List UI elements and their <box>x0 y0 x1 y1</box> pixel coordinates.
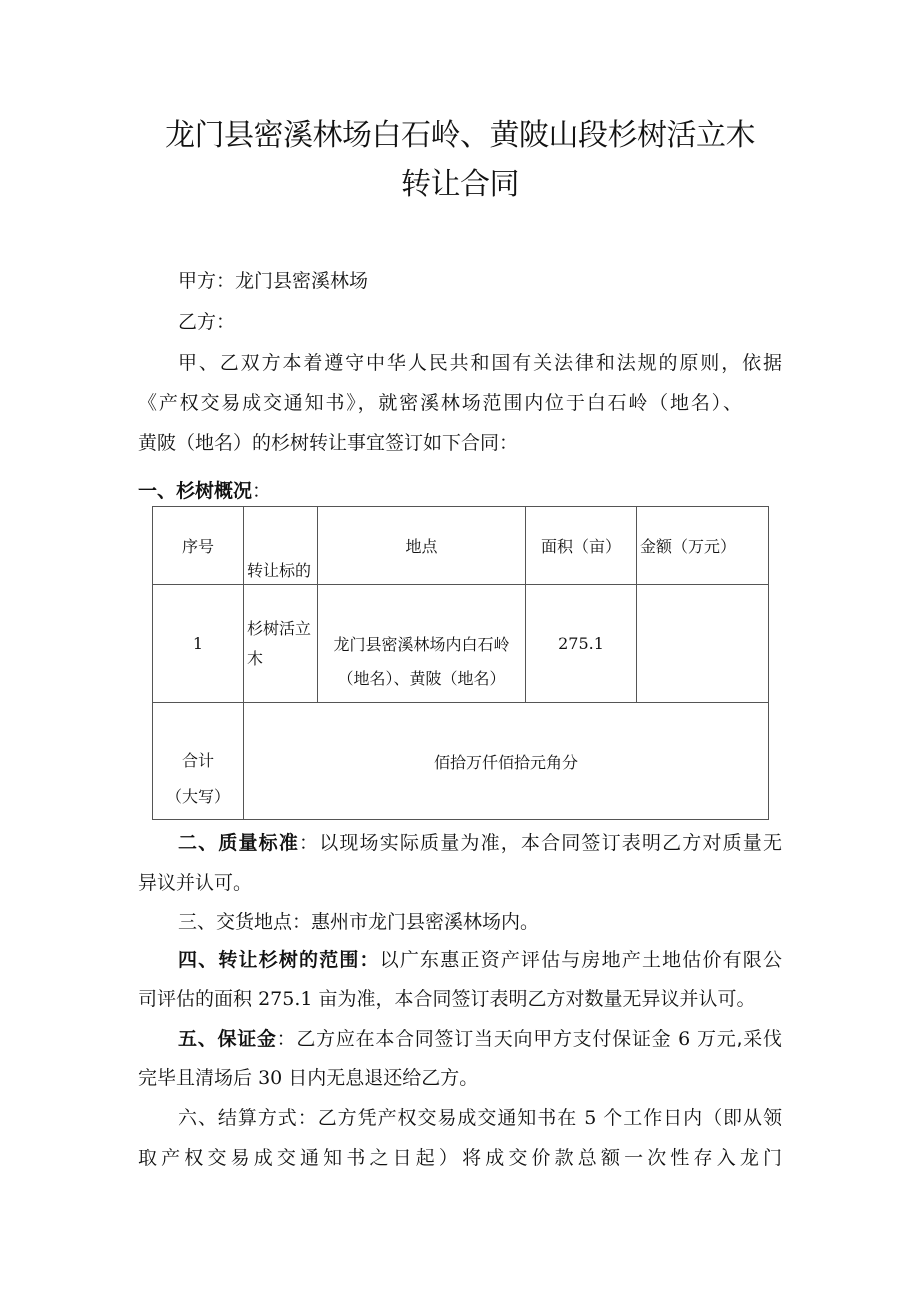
row-subject: 杉树活立木 <box>244 585 318 703</box>
section2-line1 <box>178 834 782 853</box>
section4-text-line1: 以广东惠正资产评估与房地产土地估价有限公 <box>379 949 782 971</box>
section4-heading: 四、转让杉树的范围： <box>178 949 380 971</box>
section4-line2 <box>138 990 756 1009</box>
header-index: 序号 <box>153 507 244 585</box>
section2-heading: 二、质量标准 <box>178 832 300 854</box>
total-value: 佰拾万仟佰拾元角分 <box>244 703 769 820</box>
section4-line1 <box>178 951 782 970</box>
row-amount <box>637 585 769 703</box>
section5-text-line1-b: 万元,采伐 <box>697 1028 782 1050</box>
section6-text-line1-a: 六、结算方式：乙方凭产权交易成交通知书在 <box>178 1107 578 1129</box>
section6-text-line2: 取产权交易成交通知书之日起）将成交价款总额一次性存入龙门 <box>138 1147 782 1169</box>
header-subject: 转让标的 <box>244 507 318 585</box>
total-label-line1: 合计 <box>181 751 214 770</box>
section6-workdays-value: 5 <box>584 1107 597 1129</box>
section1-colon: ： <box>252 480 272 502</box>
header-area: 面积（亩） <box>526 507 637 585</box>
section3-text: 三、交货地点：惠州市龙门县密溪林场内。 <box>178 911 540 933</box>
row-index: 1 <box>153 585 244 703</box>
section2-text-line2: 异议并认可。 <box>138 872 253 894</box>
header-amount: 金额（万元） <box>637 507 769 585</box>
party-b: 乙方： <box>178 311 236 333</box>
intro-line2: 《产权交易成交通知书》，就密溪林场范围内位于白石岭（地名）、 <box>138 392 742 414</box>
table-total-row <box>153 703 769 820</box>
row-area: 275.1 <box>526 585 637 703</box>
section5-deposit-value: 6 <box>678 1028 691 1050</box>
section5-line2 <box>138 1069 478 1088</box>
section4-text-line2-a: 司评估的面积 <box>138 988 253 1010</box>
document-title-line2: 转让合同 <box>401 167 519 202</box>
section4-area-value: 275.1 <box>258 988 313 1010</box>
party-a: 甲方：龙门县密溪林场 <box>178 270 369 292</box>
header-location: 地点 <box>318 507 526 585</box>
intro-line3: 黄陂（地名）的杉树转让事宜签订如下合同： <box>138 432 519 454</box>
section5-line1 <box>178 1030 782 1049</box>
row-location-line2: （地名）、黄陂（地名） <box>337 669 506 688</box>
intro-line1: 甲、乙双方本着遵守中华人民共和国有关法律和法规的原则，依据 <box>178 352 782 374</box>
section4-text-line2-b: 亩为准，本合同签订表明乙方对数量无异议并认可。 <box>318 988 756 1010</box>
document-title-line1: 龙门县密溪林场白石岭、黄陂山段杉树活立木 <box>165 118 755 153</box>
row-location <box>318 585 526 703</box>
table-header-row <box>153 507 769 585</box>
section5-text-line2-a: 完毕且清场后 <box>138 1067 253 1089</box>
section6-text-line1-b: 个工作日内（即从领 <box>603 1107 782 1129</box>
section5-heading: 五、保证金 <box>178 1028 277 1050</box>
total-label <box>153 703 244 820</box>
section1-heading: 一、杉树概况 <box>138 480 253 502</box>
forest-summary-table <box>152 506 769 820</box>
total-label-line2: （大写） <box>165 787 230 806</box>
table-row <box>153 585 769 703</box>
section2-text-line1: ：以现场实际质量为准，本合同签订表明乙方对质量无 <box>299 832 782 854</box>
row-location-line1: 龙门县密溪林场内白石岭 <box>333 635 510 654</box>
section5-text-line2-b: 日内无息退还给乙方。 <box>288 1067 479 1089</box>
section1-heading-line <box>138 482 271 501</box>
section6-line1 <box>178 1109 782 1128</box>
section5-days-value: 30 <box>258 1067 283 1089</box>
section5-text-line1-a: ：乙方应在本合同签订当天向甲方支付保证金 <box>276 1028 672 1050</box>
